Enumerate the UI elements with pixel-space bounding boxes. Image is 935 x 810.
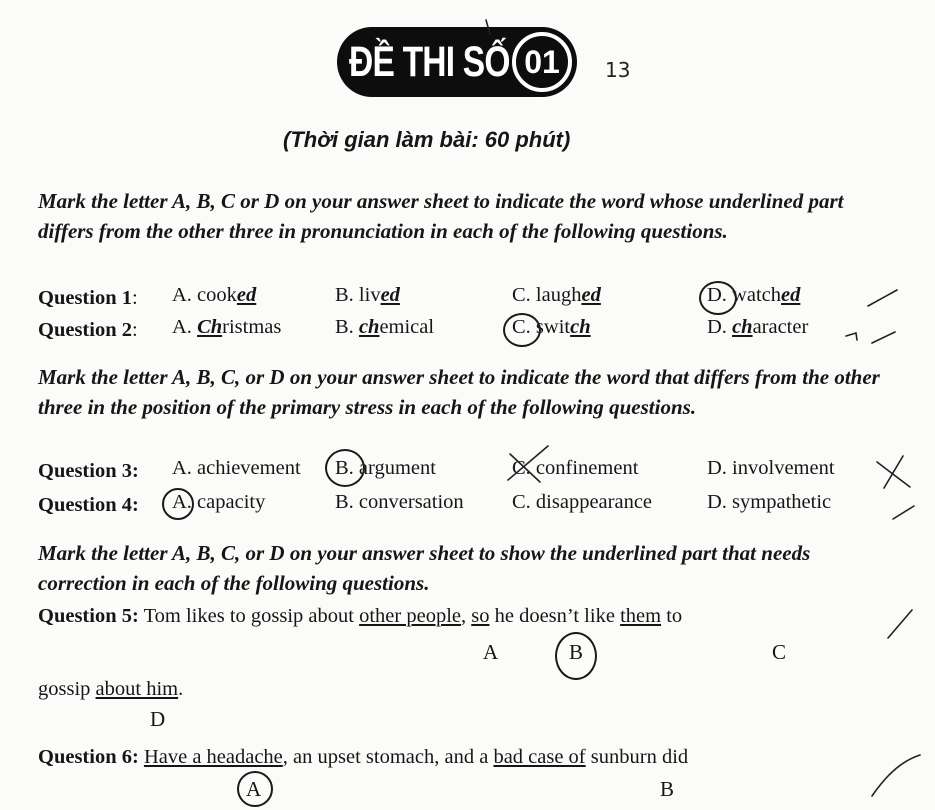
cross-mark-q3	[877, 456, 910, 488]
q3-option-c[interactable]: C. confinement	[512, 457, 639, 479]
question-2-label: Question 2:	[38, 319, 138, 341]
question-1-label: Question 1:	[38, 287, 138, 309]
check-mark-q1	[868, 290, 897, 306]
q5-letter-d: D	[150, 707, 166, 731]
q1-option-a[interactable]: A. cooked	[172, 284, 257, 306]
q5-part-b[interactable]: so	[471, 605, 490, 627]
dash-mark-q2	[846, 333, 857, 340]
section2-instruction: Mark the letter A, B, C, or D on your answer sheet to indicate the word that differs from the other three in the position of the primary stress in each of the following questions.	[38, 365, 880, 419]
q6-part-a[interactable]: Have a headache	[143, 746, 283, 768]
exam-title: ĐỀ THI SỐ	[349, 38, 510, 86]
q6-letter-a: A	[246, 777, 262, 801]
q4-option-c[interactable]: C. disappearance	[512, 491, 653, 513]
q5-letter-a: A	[483, 640, 499, 664]
q1-option-b[interactable]: B. lived	[335, 284, 400, 306]
q5-letter-b: B	[569, 640, 584, 664]
stray-mark-banner	[486, 20, 490, 34]
q4-option-a[interactable]: A. capacity	[172, 491, 266, 513]
question-5-line1: Question 5: Tom likes to gossip about other people, so he doesn’t like them to	[38, 605, 683, 627]
section1-instruction: Mark the letter A, B, C or D on your answer sheet to indicate the word whose underlined part differs from the other three in pronunciation in each of the following questions.	[38, 189, 844, 243]
q5-letter-c: C	[772, 640, 787, 664]
q6-part-b[interactable]: bad case of	[493, 746, 586, 768]
q4-option-d[interactable]: D. sympathetic	[707, 491, 832, 513]
q6-letter-b: B	[660, 777, 675, 801]
check-mark-q6	[872, 755, 920, 796]
question-4-label: Question 4:	[38, 494, 139, 516]
q1-option-c[interactable]: C. laughed	[512, 284, 601, 306]
section3-instruction: Mark the letter A, B, C, or D on your answer sheet to show the underlined part that needs correction in each of the following questions.	[38, 541, 811, 595]
question-6-line1: Question 6: Have a headache, an upset stomach, and a bad case of sunburn did	[38, 746, 689, 768]
q5-part-a[interactable]: other people	[359, 605, 461, 627]
q5-part-d[interactable]: about him	[95, 678, 179, 700]
q3-option-d[interactable]: D. involvement	[707, 457, 835, 479]
q3-option-a[interactable]: A. achievement	[172, 457, 301, 479]
question-3-label: Question 3:	[38, 460, 139, 482]
check-mark-q5	[888, 610, 912, 638]
q5-part-c[interactable]: them	[620, 605, 662, 627]
q4-option-b[interactable]: B. conversation	[335, 491, 464, 513]
q1-option-d[interactable]: D. watched	[707, 284, 801, 306]
handwritten-score: 13	[605, 58, 631, 82]
q2-option-d[interactable]: D. character	[707, 316, 809, 338]
cross-mark-q3-option-c	[508, 446, 548, 482]
time-subtitle: (Thời gian làm bài: 60 phút)	[283, 127, 571, 152]
check-mark-q2	[872, 332, 895, 343]
question-5-line2: gossip about him.	[38, 678, 184, 700]
q2-option-b[interactable]: B. chemical	[335, 316, 435, 338]
q2-option-c[interactable]: C. switch	[512, 316, 591, 338]
exam-number: 01	[512, 32, 572, 92]
check-mark-q4	[893, 506, 914, 519]
q3-option-b[interactable]: B. argument	[335, 457, 436, 479]
q2-option-a[interactable]: A. Christmas	[172, 316, 282, 338]
